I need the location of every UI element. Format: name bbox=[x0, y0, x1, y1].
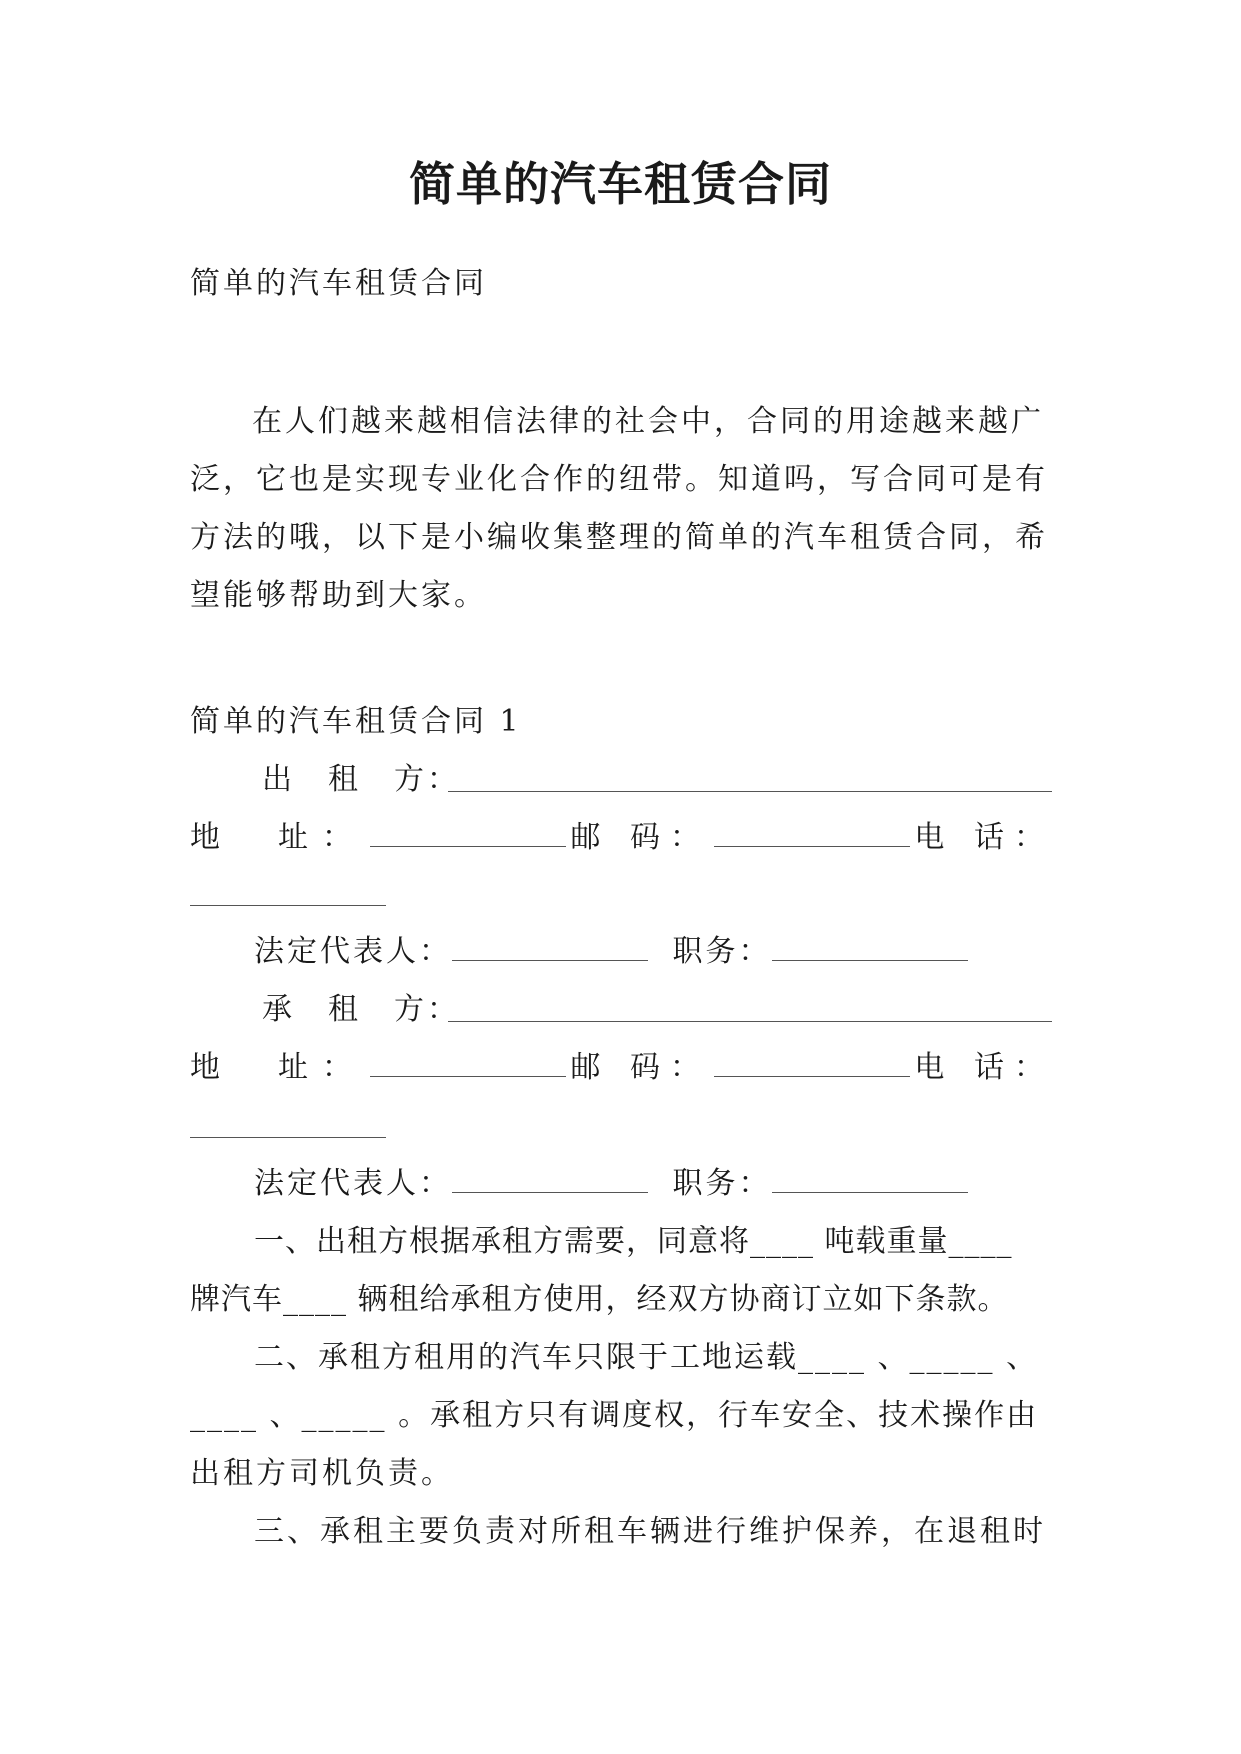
phone-label: 电 话： bbox=[914, 820, 1054, 855]
legal-rep-label: 法定代表人： bbox=[254, 1166, 452, 1201]
lessee-blank bbox=[448, 1020, 1052, 1022]
intro-line-1: 在人们越来越相信法律的社会中，合同的用途越来越广 bbox=[252, 404, 1044, 439]
postcode-blank bbox=[714, 1046, 910, 1077]
clause2-line-1: 二、承租方租用的汽车只限于工地运载____ 、_____ 、 bbox=[254, 1340, 1039, 1375]
lessor-blank bbox=[448, 790, 1052, 792]
postcode-label: 邮 码： bbox=[570, 820, 710, 855]
lessee-phone-blank bbox=[190, 1136, 386, 1138]
address-blank bbox=[370, 816, 566, 847]
lessee-contact-row bbox=[190, 1046, 1054, 1090]
legal-rep-label: 法定代表人： bbox=[254, 934, 452, 969]
lessee-label: 承 租 方： bbox=[262, 992, 460, 1027]
document-subtitle: 简单的汽车租赁合同 bbox=[190, 266, 487, 301]
position-label: 职务： bbox=[672, 1166, 772, 1201]
position-blank bbox=[772, 930, 968, 961]
lessor-phone-blank bbox=[190, 904, 386, 906]
legal-rep-blank bbox=[452, 1162, 648, 1193]
lessor-rep-row bbox=[254, 930, 968, 974]
clause1-line-2: 牌汽车____ 辆租给承租方使用，经双方协商订立如下条款。 bbox=[190, 1282, 1009, 1317]
intro-line-2: 泛，它也是实现专业化合作的纽带。知道吗，写合同可是有 bbox=[190, 462, 1048, 497]
postcode-label: 邮 码： bbox=[570, 1050, 710, 1085]
address-label: 地 址： bbox=[190, 1050, 366, 1085]
phone-label: 电 话： bbox=[914, 1050, 1054, 1085]
legal-rep-blank bbox=[452, 930, 648, 961]
document-title: 简单的汽车租赁合同 bbox=[409, 157, 832, 211]
clause1-line-1: 一、出租方根据承租方需要，同意将____ 吨载重量____ bbox=[254, 1224, 1013, 1259]
lessee-rep-row bbox=[254, 1162, 968, 1206]
intro-line-3: 方法的哦，以下是小编收集整理的简单的汽车租赁合同，希 bbox=[190, 520, 1048, 555]
postcode-blank bbox=[714, 816, 910, 847]
address-label: 地 址： bbox=[190, 820, 366, 855]
section-heading: 简单的汽车租赁合同 1 bbox=[190, 704, 522, 739]
lessor-contact-row bbox=[190, 816, 1054, 860]
intro-line-4: 望能够帮助到大家。 bbox=[190, 578, 487, 613]
position-blank bbox=[772, 1162, 968, 1193]
address-blank bbox=[370, 1046, 566, 1077]
lessor-label: 出 租 方： bbox=[262, 762, 460, 797]
clause2-line-3: 出租方司机负责。 bbox=[190, 1456, 454, 1491]
clause3-line-1: 三、承租主要负责对所租车辆进行维护保养，在退租时 bbox=[254, 1514, 1046, 1549]
clause2-line-2: ____ 、_____ 。承租方只有调度权，行车安全、技术操作由 bbox=[190, 1398, 1039, 1433]
position-label: 职务： bbox=[672, 934, 772, 969]
